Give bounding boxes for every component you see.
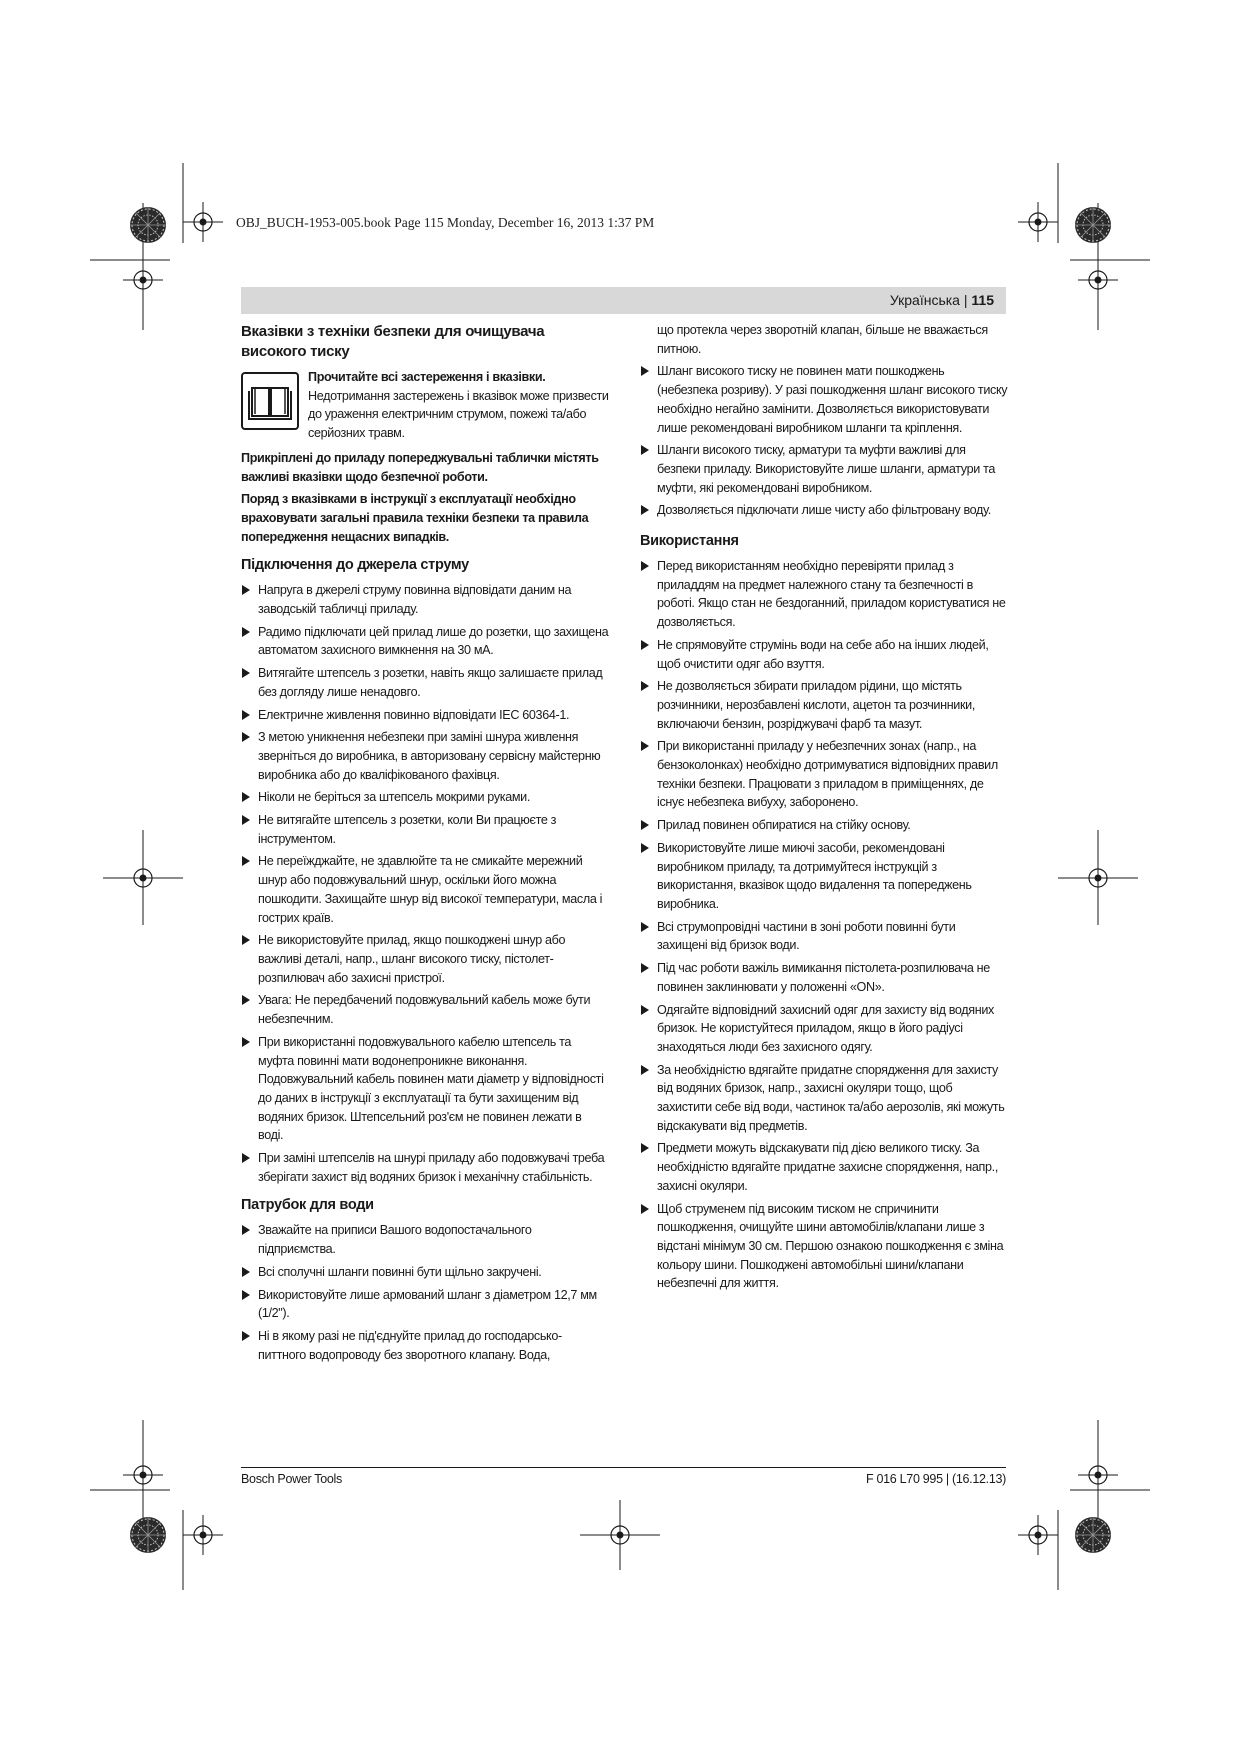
bullet-arrow-icon bbox=[242, 792, 250, 802]
list-item: Увага: Не передбачений подовжувальний кабель може бути небезпечним. bbox=[241, 991, 609, 1028]
list-item: Витягайте штепсель з розетки, навіть якщо залишаєте прилад без догляду лише ненадовго. bbox=[241, 664, 609, 701]
water-heading: Патрубок для води bbox=[241, 1197, 374, 1214]
bullet-arrow-icon bbox=[242, 1153, 250, 1163]
list-item: Предмети можуть відскакувати під дією великого тиску. За необхідністю вдягайте придатне захисне спорядження, напр., захисні окуляри. bbox=[640, 1139, 1008, 1195]
list-item: Під час роботи важіль вимикання пістолета-розпилювача не повинен заклинювати у положенні «ON». bbox=[640, 959, 1008, 996]
list-item: Всі сполучні шланги повинні бути щільно закручені. bbox=[241, 1263, 609, 1282]
list-item: Електричне живлення повинно відповідати IEC 60364-1. bbox=[241, 706, 609, 725]
section-title: Вказівки з техніки безпеки для очищувача високого тиску bbox=[241, 323, 545, 360]
left-column bbox=[241, 322, 609, 1368]
power-list bbox=[241, 581, 609, 1186]
list-item: Перед використанням необхідно перевіряти прилад з приладдям на предмет належного стану та безпечності в роботі. Якщо стан не бездоганний, приладом користуватися не дозволяється. bbox=[640, 557, 1008, 632]
water-list-continued bbox=[640, 362, 1008, 520]
bullet-arrow-icon bbox=[242, 856, 250, 866]
bullet-arrow-icon bbox=[641, 922, 649, 932]
page-number: 115 bbox=[971, 292, 994, 308]
bullet-arrow-icon bbox=[242, 1037, 250, 1047]
bullet-arrow-icon bbox=[641, 963, 649, 973]
bullet-arrow-icon bbox=[641, 1005, 649, 1015]
list-item: Не використовуйте прилад, якщо пошкоджені шнур або важливі деталі, напр., шланг високого тиску, пістолет-розпилювач або захисні пристрої. bbox=[241, 931, 609, 987]
list-item: Напруга в джерелі струму повинна відповідати даним на заводській табличці приладу. bbox=[241, 581, 609, 618]
list-item: Не дозволяється збирати приладом рідини, що містять розчинники, нерозбавлені кислоти, ацетон та розчинники, включаючи бензин, розріджувачі фарб та мазут. bbox=[640, 677, 1008, 733]
list-item: Не переїжджайте, не здавлюйте та не смикайте мережний шнур або подовжувальний шнур, оскільки його можна пошкодити. Захищайте шнур від високої температури, масла і гострих країв. bbox=[241, 852, 609, 927]
header-language: Українська bbox=[889, 292, 960, 308]
bullet-arrow-icon bbox=[641, 445, 649, 455]
list-item: Використовуйте лише миючі засоби, рекомендовані виробником приладу, та дотримуйтеся інструкцій з використання, вказівок щодо видалення та попереджень виробника. bbox=[640, 839, 1008, 914]
warning-heading: Прочитайте всі застереження і вказівки. bbox=[308, 370, 546, 384]
page-header bbox=[890, 292, 994, 308]
bullet-arrow-icon bbox=[242, 668, 250, 678]
bullet-arrow-icon bbox=[242, 1290, 250, 1300]
bullet-arrow-icon bbox=[242, 710, 250, 720]
bullet-arrow-icon bbox=[641, 366, 649, 376]
bullet-arrow-icon bbox=[641, 505, 649, 515]
list-item: При використанні подовжувального кабелю штепсель та муфта повинні мати водонепроникне виконання. Подовжувальний кабель повинен мати діаметр у відповідності до даних в інструкції з експлуатації та бути захищеним від водяних бризок. Штепсельний роз'єм не повинен лежати в воді. bbox=[241, 1033, 609, 1145]
file-slug: OBJ_BUCH-1953-005.book Page 115 Monday, December 16, 2013 1:37 PM bbox=[236, 215, 655, 230]
use-heading: Використання bbox=[640, 533, 739, 550]
right-column bbox=[640, 322, 1008, 1297]
bullet-arrow-icon bbox=[242, 732, 250, 742]
list-item: Одягайте відповідний захисний одяг для захисту від водяних бризок. Не користуйтеся приладом, якщо в його радіусі знаходяться люди без захисного одягу. bbox=[640, 1001, 1008, 1057]
header-separator: | bbox=[963, 292, 968, 308]
general-rules-note: Поряд з вказівками в інструкції з експлуатації необхідно враховувати загальні правила техніки безпеки та правила попередження нещасних випадків. bbox=[241, 492, 589, 544]
bullet-arrow-icon bbox=[641, 1065, 649, 1075]
bullet-arrow-icon bbox=[242, 627, 250, 637]
continued-text: що протекла через зворотній клапан, більше не вважається питною. bbox=[657, 323, 988, 356]
bullet-arrow-icon bbox=[641, 681, 649, 691]
warning-text: Недотримання застережень і вказівок може призвести до ураження електричним струмом, пожежі та/або серйозних травм. bbox=[308, 388, 609, 441]
list-item: Щоб струменем під високим тиском не спричинити пошкодження, очищуйте шини автомобілів/клапани лише з відстані мінімум 30 см. Першою ознакою пошкодження є зміна кольору шини. Пошкоджені автомобільні шини/клапани небезпечні для життя. bbox=[640, 1200, 1008, 1294]
footer-doc-number: F 016 L70 995 | (16.12.13) bbox=[866, 1472, 1006, 1486]
list-item: Шланги високого тиску, арматури та муфти важливі для безпеки приладу. Використовуйте лише шланги, арматури та муфти, які рекомендовані виробником. bbox=[640, 441, 1008, 497]
list-item: За необхідністю вдягайте придатне спорядження для захисту від водяних бризок, напр., захисні окуляри тощо, щоб захистити себе від води, частинок та/або аерозолів, які можуть відскакувати від предметів. bbox=[640, 1061, 1008, 1136]
list-item: Не витягайте штепсель з розетки, коли Ви працюєте з інструментом. bbox=[241, 811, 609, 848]
list-item: При використанні приладу у небезпечних зонах (напр., на бензоколонках) необхідно дотримуватися відповідних правил техніки безпеки. Працювати з приладом в приміщеннях, де існує небезпека вибуху, заборонено. bbox=[640, 737, 1008, 812]
bullet-arrow-icon bbox=[641, 1204, 649, 1214]
bullet-arrow-icon bbox=[641, 843, 649, 853]
page-header-bar bbox=[241, 287, 1006, 314]
list-item: Прилад повинен обпиратися на стійку основу. bbox=[640, 816, 1008, 835]
list-item: Шланг високого тиску не повинен мати пошкоджень (небезпека розриву). У разі пошкодження шланг високого тиску необхідно негайно замінити. Дозволяється використовувати лише рекомендовані виробником шланги та кріплення. bbox=[640, 362, 1008, 437]
bullet-arrow-icon bbox=[641, 640, 649, 650]
list-item: Радимо підключати цей прилад лише до розетки, що захищена автоматом захисного вимкнення на 30 мА. bbox=[241, 623, 609, 660]
list-item: Не спрямовуйте струмінь води на себе або на інших людей, щоб очистити одяг або взуття. bbox=[640, 636, 1008, 673]
list-item: Зважайте на приписи Вашого водопостачального підприємства. bbox=[241, 1221, 609, 1258]
bullet-arrow-icon bbox=[242, 995, 250, 1005]
list-item: Ні в якому разі не під'єднуйте прилад до господарсько-питтного водопроводу без зворотного клапану. Вода, bbox=[241, 1327, 609, 1364]
bullet-arrow-icon bbox=[242, 935, 250, 945]
bullet-arrow-icon bbox=[641, 820, 649, 830]
list-item: Ніколи не беріться за штепсель мокрими руками. bbox=[241, 788, 609, 807]
list-item: Всі струмопровідні частини в зоні роботи повинні бути захищені від бризок води. bbox=[640, 918, 1008, 955]
list-item: Дозволяється підключати лише чисту або фільтровану воду. bbox=[640, 501, 1008, 520]
bullet-arrow-icon bbox=[641, 1143, 649, 1153]
bullet-arrow-icon bbox=[242, 815, 250, 825]
footer-rule bbox=[241, 1467, 1006, 1468]
list-item: З метою уникнення небезпеки при заміні шнура живлення зверніться до виробника, в авторизовану сервісну майстерню виробника або до кваліфікованого фахівця. bbox=[241, 728, 609, 784]
warning-box bbox=[241, 368, 609, 443]
water-list bbox=[241, 1221, 609, 1364]
use-list bbox=[640, 557, 1008, 1293]
list-item: Використовуйте лише армований шланг з діаметром 12,7 мм (1/2"). bbox=[241, 1286, 609, 1323]
footer-brand: Bosch Power Tools bbox=[241, 1472, 342, 1486]
labels-note: Прикріплені до приладу попереджувальні таблички містять важливі вказівки щодо безпечної роботи. bbox=[241, 450, 599, 484]
list-item: При заміні штепселів на шнурі приладу або подовжувачі треба зберігати захист від водяних бризок і механічну стабільність. bbox=[241, 1149, 609, 1186]
power-heading: Підключення до джерела струму bbox=[241, 557, 469, 574]
bullet-arrow-icon bbox=[242, 1331, 250, 1341]
bullet-arrow-icon bbox=[242, 1267, 250, 1277]
read-manual-icon bbox=[241, 372, 299, 430]
bullet-arrow-icon bbox=[641, 561, 649, 571]
bullet-arrow-icon bbox=[242, 1225, 250, 1235]
bullet-arrow-icon bbox=[641, 741, 649, 751]
bullet-arrow-icon bbox=[242, 585, 250, 595]
